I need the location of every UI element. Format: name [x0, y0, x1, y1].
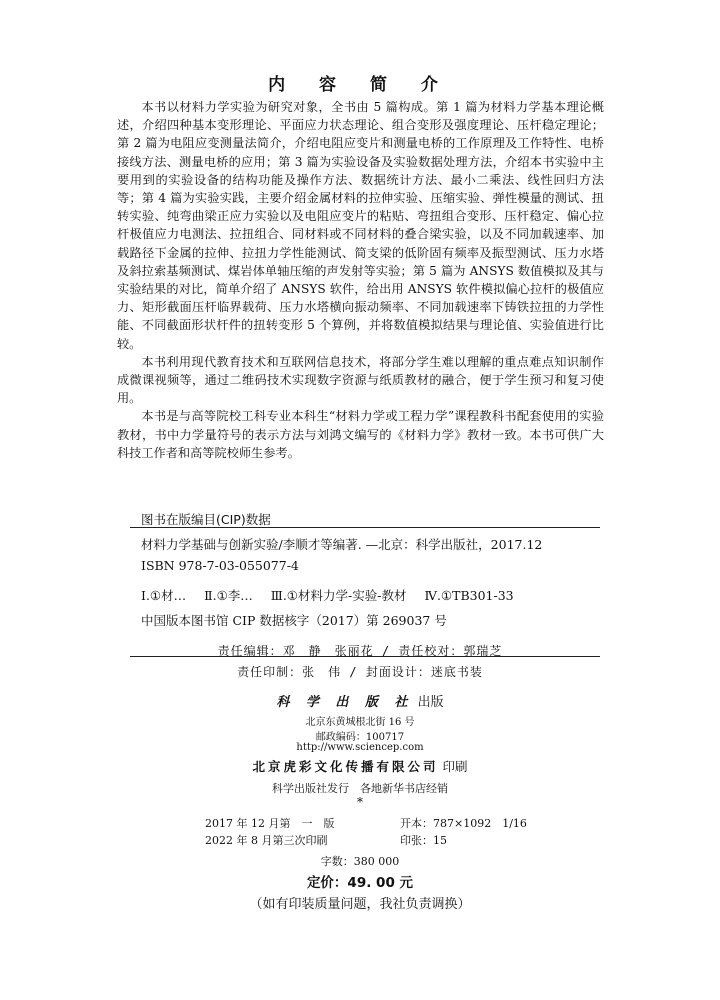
printed-sheets: 印张：15: [400, 834, 447, 847]
cip-class-3: Ⅲ.①材料力学-实验-教材: [270, 588, 407, 603]
editor-credits: 责任编辑：邓 静 张丽花 / 责任校对：郭瑞芝: [217, 644, 503, 658]
cip-heading: 图书在版编目(CIP)数据: [141, 512, 271, 527]
abstract-paragraph-2: 本书利用现代教育技术和互联网信息技术，将部分学生难以理解的重点难点知识制作成微课视频等，通过二维码技术实现数字资源与纸质教材的融合，便于学生预习和复习使用。: [117, 354, 604, 406]
page-title: 内 容 简 介: [268, 75, 452, 95]
printer-suffix: 印刷: [442, 759, 468, 774]
third-printing: 2022 年 8 月第三次印刷: [205, 834, 328, 847]
cip-record-number: 中国版本图书馆 CIP 数据核字（2017）第 269037 号: [141, 613, 447, 628]
first-edition: 2017 年 12 月第 一 版: [205, 817, 335, 830]
printer-line: [0, 757, 720, 775]
publisher-name: 科 学 出 版 社: [276, 695, 414, 710]
publisher-line: [0, 691, 720, 710]
word-count: 字数：380 000: [320, 855, 400, 868]
printing-row-2: [205, 832, 447, 848]
printer-name: 北京虎彩文化传播有限公司: [252, 759, 439, 774]
publisher-address: 北京东黄城根北街 16 号: [305, 717, 415, 728]
abstract-paragraph-1: 本书以材料力学实验为研究对象，全书由 5 篇构成。第 1 篇为材料力学基本理论概述，介绍四种基本变形理论、平面应力状态理论、组合变形及强度理论、压杆稳定理论；第 2 篇为电阻应变测量法简介，介绍电阻应变片和测量电桥的工作原理及工作特性、电桥接线方法、测量电桥的应用；第 3 篇为实验设备及实验数据处理方法，介绍本书实验中主要用到的实验设备的结构功能及操作方法、数据统计方法、最小二乘法、线性回归方法等；第 4 篇为实验实践，主要介绍金属材料的拉伸实验、压缩实验、弹性模量的测试、扭转实验、纯弯曲梁正应力实验以及电阻应变片的粘贴、弯扭组合变形、压杆稳定、偏心拉杆极值应力电测法、拉扭组合、同材料或不同材料的叠合梁实验，以及不同加载速率、加载路径下金属的拉伸、拉扭力学性能测试、简支梁的低阶固有频率及振型测试、压力水塔及斜拉索基频测试、煤岩体单轴压缩的声发射等实验；第 5 篇为 ANSYS 数值模拟及其与实验结果的对比，简单介绍了 ANSYS 软件，给出用 ANSYS 软件模拟偏心拉杆的极值应力、矩形截面压杆临界载荷、压力水塔横向振动频率、不同加载速率下铸铁拉扭的力学性能、不同截面形状杆件的扭转变形 5 个算例，并将数值模拟结果与理论值、实验值进行比较。: [117, 100, 604, 351]
cip-isbn: ISBN 978-7-03-055077-4: [141, 558, 299, 573]
format: 开本：787×1092 1/16: [400, 817, 527, 830]
price: 定价：49. 00 元: [306, 875, 414, 891]
publisher-suffix: 出版: [417, 695, 444, 710]
publisher-website: http://www.sciencep.com: [296, 742, 424, 753]
cip-class-2: Ⅱ.①李…: [204, 588, 253, 603]
separator-star: *: [357, 795, 363, 809]
abstract: [117, 98, 604, 462]
abstract-paragraph-3: 本书是与高等院校工科专业本科生“材料力学或工程力学”课程教科书配套使用的实验教材，书中力学量符号的表示方法与刘鸿文编写的《材料力学》教材一致。本书可供广大科技工作者和高等院校师生参考。: [117, 409, 604, 460]
cip-bibliographic-line: 材料力学基础与创新实验/李顺才等编著. —北京：科学出版社，2017.12: [141, 537, 543, 552]
printing-row-1: [205, 815, 527, 831]
cip-classification: [141, 586, 528, 604]
distribution-line: 科学出版社发行 各地新华书店经销: [272, 782, 448, 795]
cip-class-1: Ⅰ.①材…: [141, 588, 187, 603]
production-credits: 责任印制：张 伟 / 封面设计：迷底书装: [237, 665, 483, 679]
cip-class-4: Ⅳ.①TB301-33: [424, 588, 514, 603]
quality-notice: （如有印装质量问题，我社负责调换）: [249, 897, 471, 912]
publisher-postcode: 邮政编码：100717: [315, 732, 405, 743]
cip-top-rule: [130, 527, 600, 528]
